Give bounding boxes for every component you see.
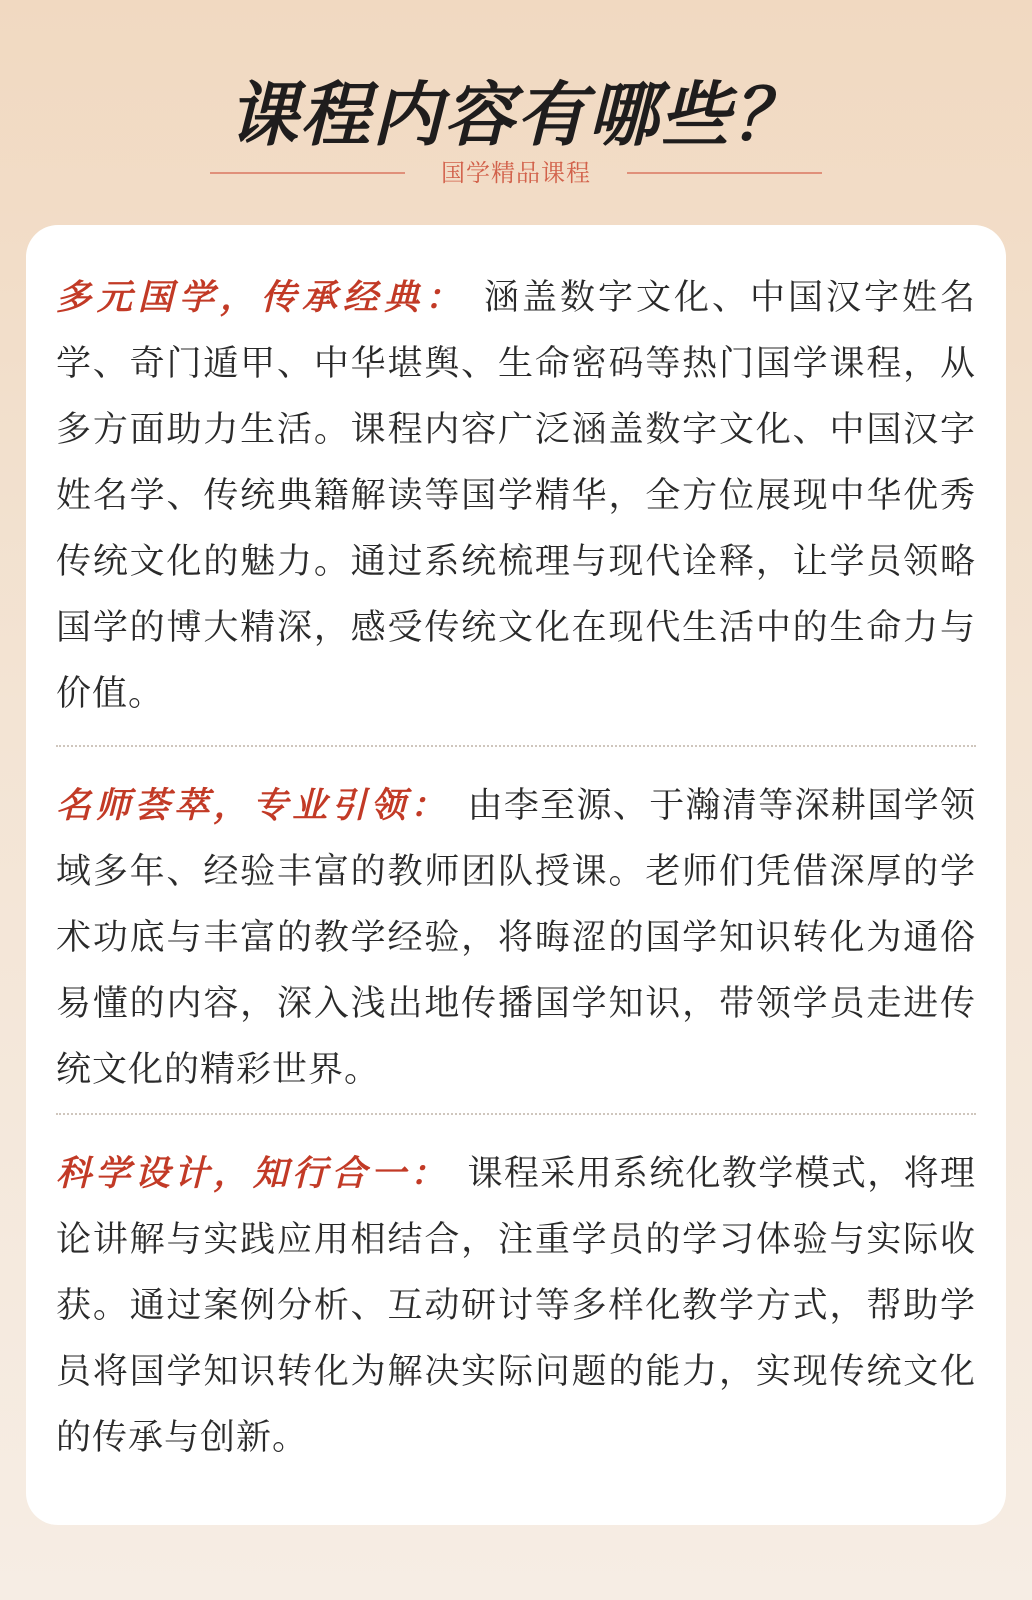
subtitle-divider-right — [627, 172, 822, 174]
section-body: 由李至源、于瀚清等深耕国学领域多年、经验丰富的教师团队授课。老师们凭借深厚的学术功底与丰富的教学经验，将晦涩的国学知识转化为通俗易懂的内容，深入浅出地传播国学知识，带领学员走进传统文化的精彩世界。 — [56, 786, 976, 1090]
page-title: 课程内容有哪些？ — [228, 74, 804, 156]
section-heading: 多元国学，传承经典： — [56, 278, 466, 318]
page-subtitle: 国学精品课程 — [441, 159, 591, 187]
subtitle-divider-left — [210, 172, 405, 174]
section-heading: 科学设计，知行合一： — [56, 1154, 450, 1194]
section-body: 课程采用系统化教学模式，将理论讲解与实践应用相结合，注重学员的学习体验与实际收获。通过案例分析、互动研讨等多样化教学方式，帮助学员将国学知识转化为解决实际问题的能力，实现传统文化的传承与创新。 — [56, 1154, 976, 1458]
section-heading: 名师荟萃，专业引领： — [56, 786, 450, 826]
section-diverse-guoxue — [56, 265, 976, 727]
page-header — [0, 0, 1032, 220]
section-divider — [56, 745, 976, 747]
section-famous-teachers — [56, 773, 976, 1103]
section-scientific-design — [56, 1141, 976, 1471]
section-divider — [56, 1113, 976, 1115]
subtitle-row — [0, 155, 1032, 191]
section-body: 涵盖数字文化、中国汉字姓名学、奇门遁甲、中华堪舆、生命密码等热门国学课程，从多方面助力生活。课程内容广泛涵盖数字文化、中国汉字姓名学、传统典籍解读等国学精华，全方位展现中华优秀传统文化的魅力。通过系统梳理与现代诠释，让学员领略国学的博大精深，感受传统文化在现代生活中的生命力与价值。 — [56, 278, 976, 714]
content-card — [26, 225, 1006, 1525]
